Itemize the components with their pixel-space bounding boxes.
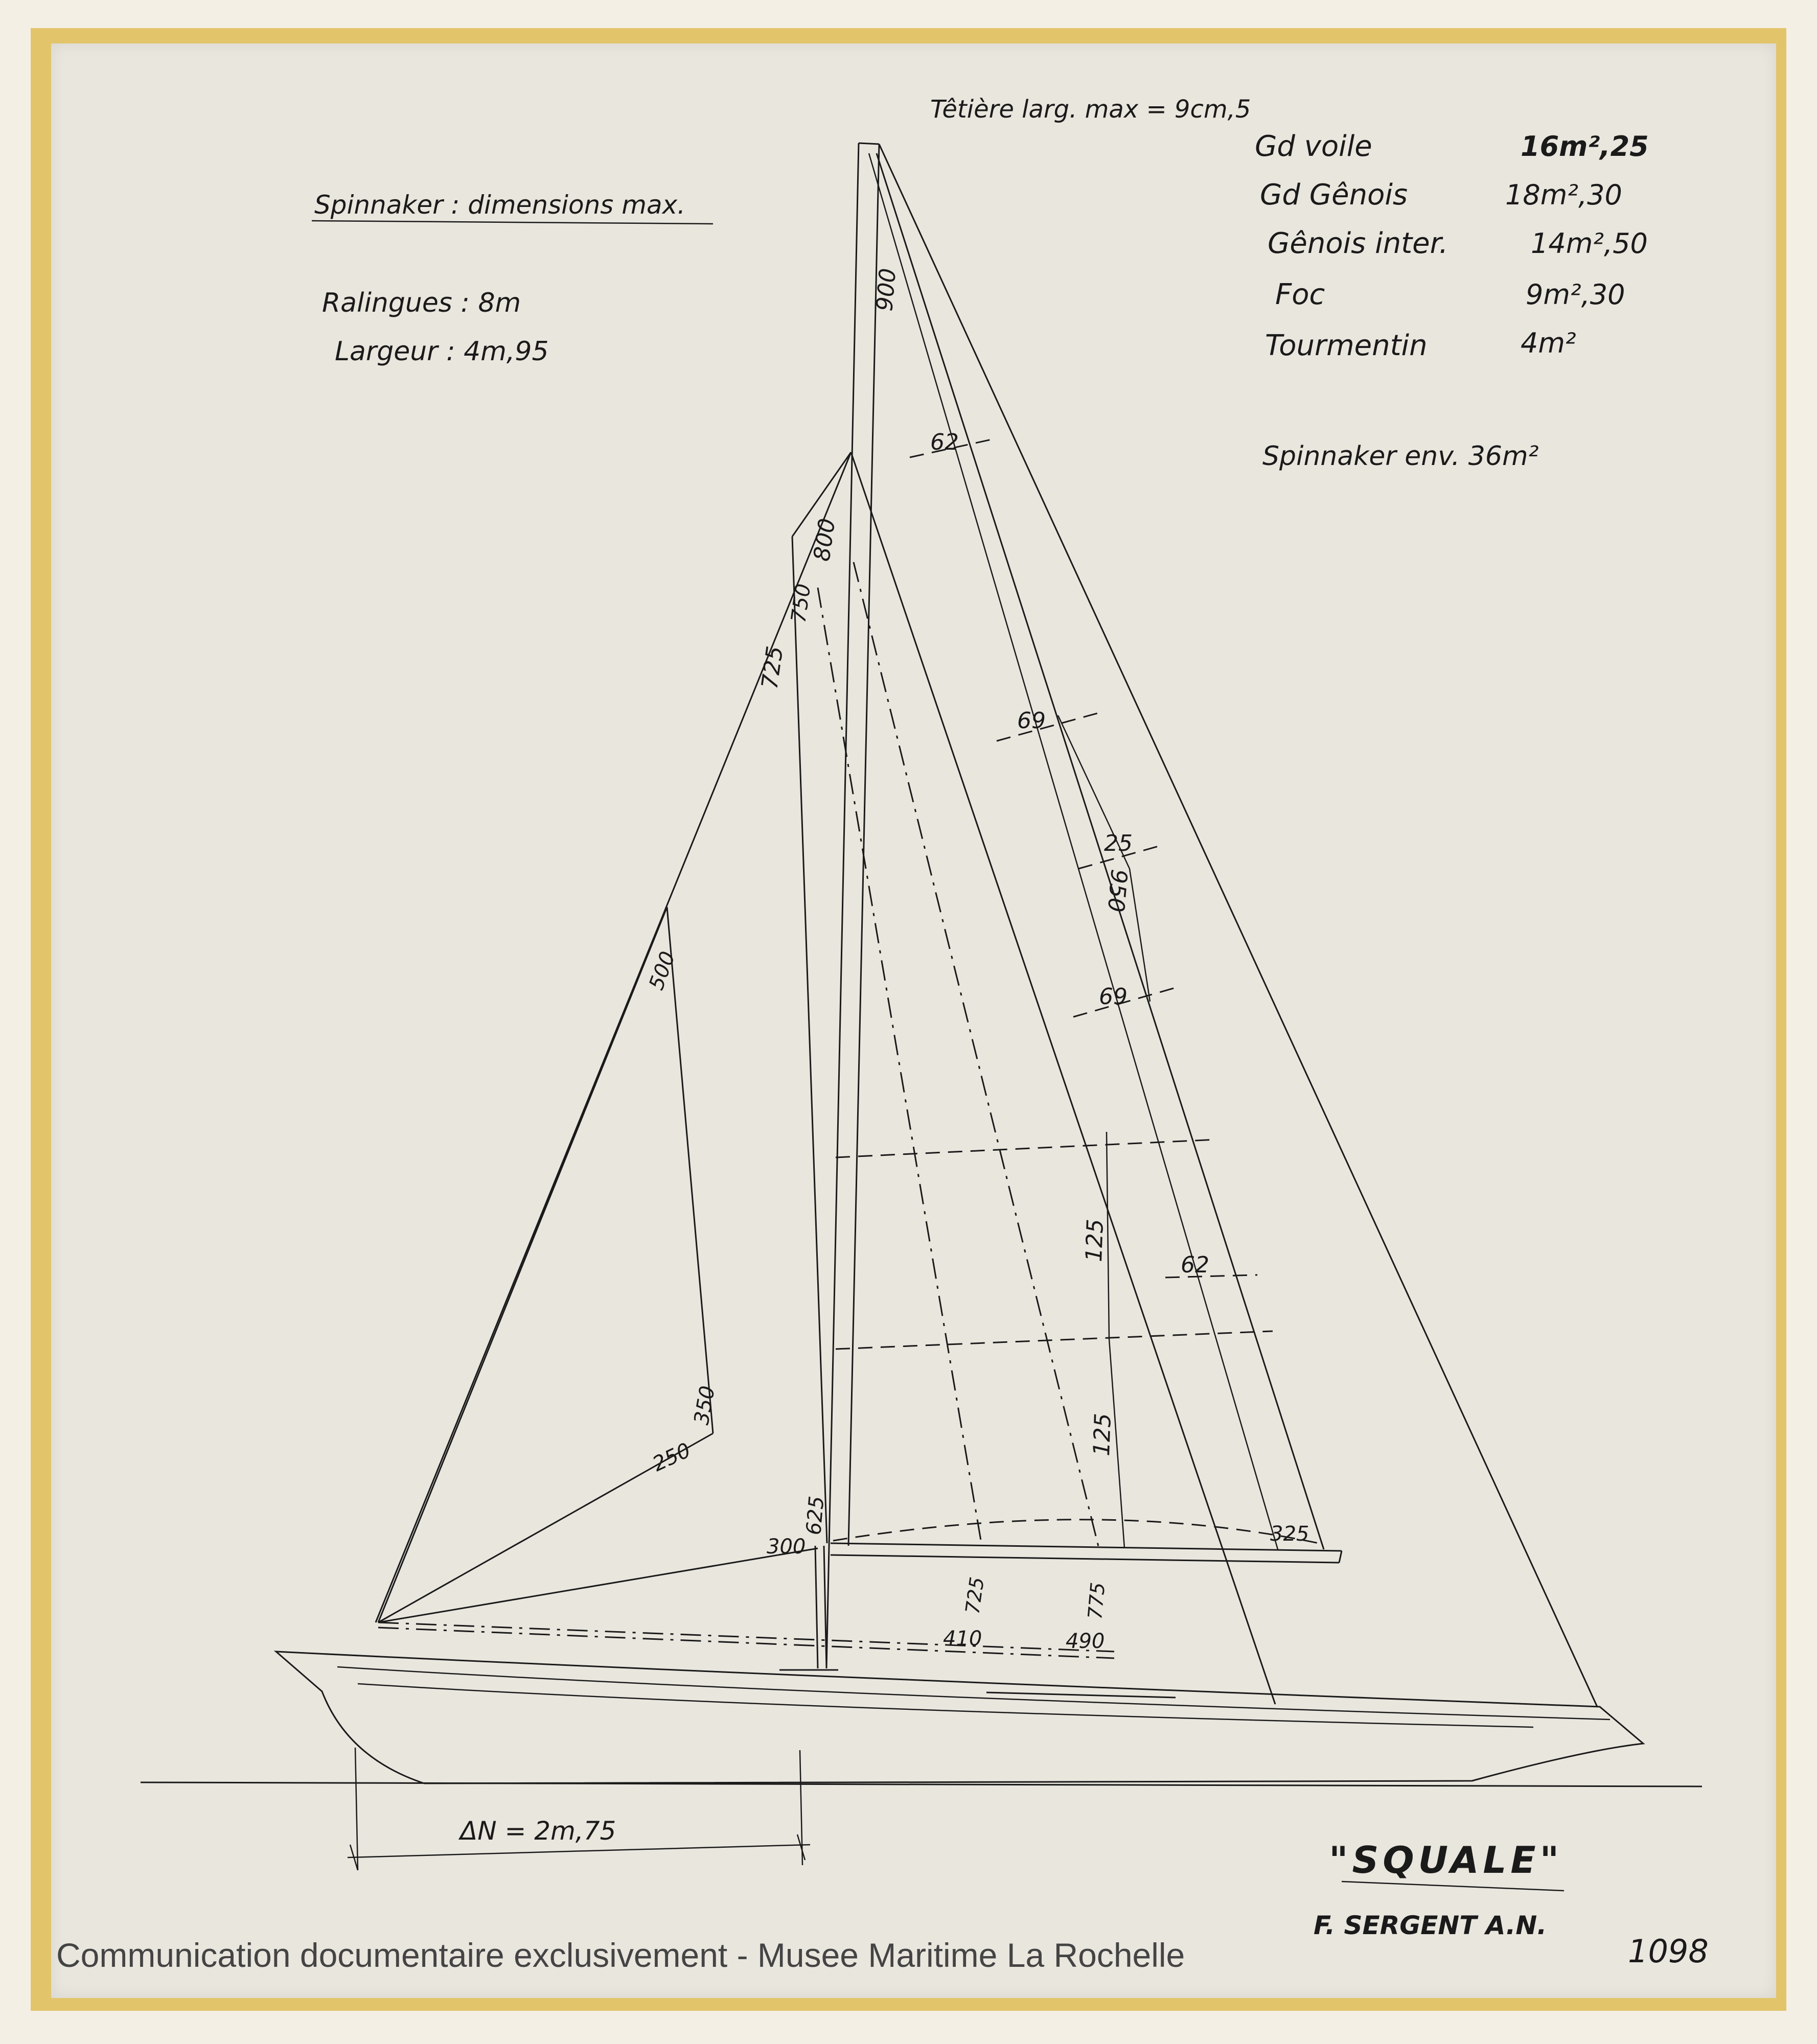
sail-area-2: 14m²,50 — [1531, 227, 1648, 260]
dim-775: 775 — [1084, 1581, 1110, 1620]
dim-800: 800 — [809, 517, 841, 563]
dim-300: 300 — [767, 1535, 806, 1559]
dim-62-low: 62 — [1181, 1252, 1209, 1278]
dim-250: 250 — [649, 1438, 695, 1477]
mainsail-leech — [877, 153, 1324, 1549]
dim-725: 725 — [756, 644, 789, 691]
dim-410: 410 — [943, 1627, 982, 1651]
largeur-note: Largeur : 4m,95 — [335, 336, 549, 367]
sail-area-0: 16m²,25 — [1521, 130, 1649, 162]
dim-69-a: 69 — [1017, 708, 1046, 734]
dim-900: 900 — [871, 267, 902, 312]
spinnaker-area: Spinnaker env. 36m² — [1262, 441, 1539, 472]
dim-625: 625 — [802, 1495, 829, 1536]
dim-490: 490 — [1066, 1630, 1105, 1653]
dim-500: 500 — [645, 948, 680, 993]
sail-name-2: Gênois inter. — [1268, 227, 1448, 260]
designer: F. SERGENT A.N. — [1314, 1911, 1547, 1940]
dim-725-low: 725 — [961, 1575, 989, 1616]
tetiere-note: Têtière larg. max = 9cm,5 — [930, 95, 1251, 124]
sail-name-4: Tourmentin — [1265, 329, 1428, 362]
sail-name-3: Foc — [1275, 278, 1325, 311]
dim-950: 950 — [1102, 868, 1132, 914]
storm-jib — [378, 907, 818, 1622]
sail-area-1: 18m²,30 — [1505, 179, 1622, 211]
sail-area-3: 9m²,30 — [1526, 278, 1625, 311]
dim-62-top: 62 — [930, 429, 959, 455]
dim-125-b: 125 — [1089, 1412, 1116, 1457]
inner-genoa — [818, 588, 981, 1543]
watermark: Communication documentaire exclusivement - Musee Maritime La Rochelle — [56, 1936, 1185, 1974]
forestay — [879, 144, 1597, 1707]
mast — [779, 143, 879, 1670]
sail-area-4: 4m² — [1521, 327, 1576, 359]
hull — [276, 1652, 1643, 1783]
sail-name-0: Gd voile — [1255, 130, 1372, 163]
dim-350: 350 — [689, 1384, 720, 1427]
dim-25: 25 — [1104, 830, 1133, 856]
dim-125-a: 125 — [1081, 1218, 1109, 1263]
sheet-number: 1098 — [1628, 1933, 1709, 1970]
displacement-label: ΔN = 2m,75 — [460, 1816, 616, 1846]
sail-areas-table — [1255, 130, 1649, 362]
ralingues-note: Ralingues : 8m — [322, 288, 521, 318]
spinnaker-title: Spinnaker : dimensions max. — [314, 190, 686, 220]
dim-750: 750 — [787, 582, 816, 624]
genoa-luff — [376, 452, 851, 1622]
displacement-dimension — [348, 1748, 810, 1870]
dim-69-b: 69 — [1099, 984, 1128, 1010]
baseline — [141, 1782, 1702, 1786]
genoa-leech — [851, 452, 1275, 1704]
sail-name-1: Gd Gênois — [1260, 178, 1408, 212]
boom — [831, 1520, 1342, 1563]
boat-name: "SQUALE" — [1329, 1839, 1563, 1882]
dim-325: 325 — [1270, 1522, 1309, 1546]
